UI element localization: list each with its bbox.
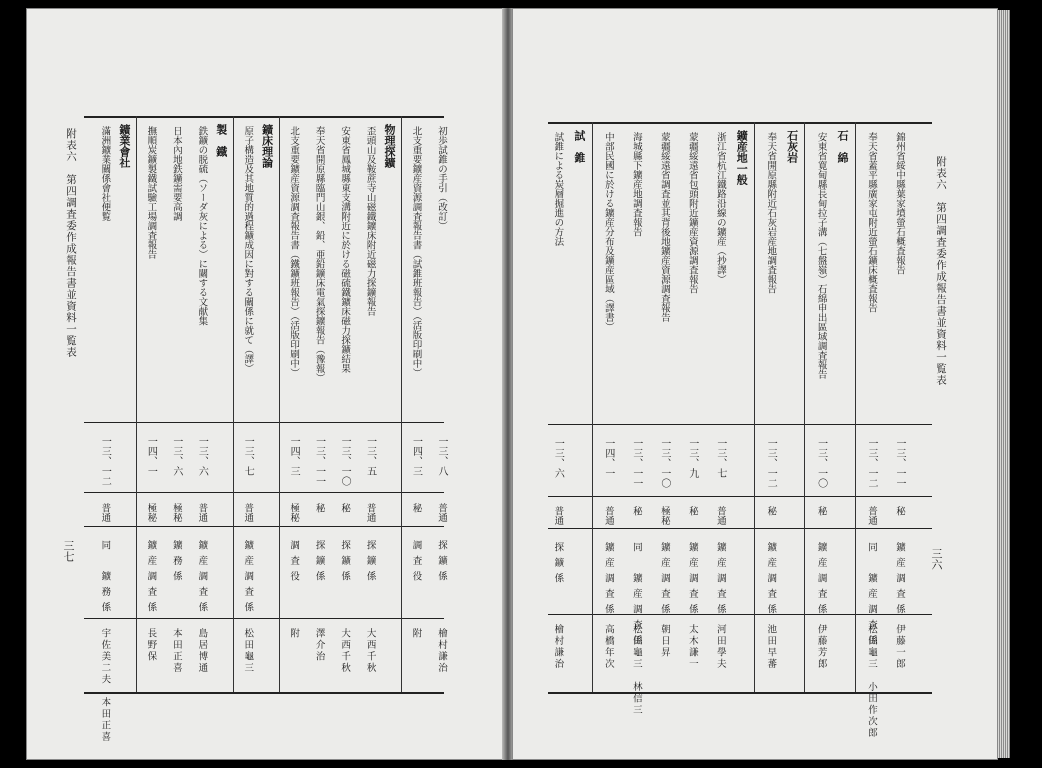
section-divider (279, 116, 280, 692)
author: 檜村謙治 (552, 624, 564, 670)
table-top-rule (548, 122, 932, 124)
table-top-rule (84, 116, 444, 118)
report-title: 安東省寛甸縣長甸拉子溝（七盤嶺）石綿申出區域調査報告 (815, 132, 827, 379)
report-title: 鉄鑛の脱硫（ソーダ灰による）に關する文献集 (196, 126, 208, 326)
author: 伊藤芳郎 (815, 624, 827, 670)
column-separator (548, 424, 932, 425)
department: 探鑛係 (313, 540, 325, 587)
department: 鑛産調査係 (658, 542, 670, 620)
report-title: 日本內地鉄鑛需要高調 (170, 126, 182, 221)
author: 附 (288, 628, 300, 640)
author: 本田正喜 (170, 628, 182, 674)
security-grade: 普通 (866, 506, 877, 525)
report-number: 一三、一二 (866, 438, 877, 488)
report-number: 一三、一一 (894, 438, 905, 488)
author: 松田龜三 林信三 (630, 624, 642, 716)
security-grade: 秘 (765, 506, 777, 516)
department: 鑛産調査係 (145, 540, 157, 618)
section-divider (233, 116, 234, 692)
security-grade: 普通 (552, 506, 564, 525)
department: 鑛務係 (170, 540, 182, 587)
section-divider (754, 122, 755, 692)
security-grade: 秘 (815, 506, 827, 516)
author: 檜村謙治 (436, 628, 447, 674)
column-separator (84, 618, 444, 619)
department: 探鑛係 (339, 540, 351, 587)
security-grade: 秘 (630, 506, 642, 516)
department: 同 鑛産調査係 (630, 542, 642, 651)
department: 同 鑛産調査係 (866, 542, 877, 651)
security-grade: 普通 (99, 503, 111, 522)
department: 調査役 (410, 540, 422, 587)
department: 探鑛係 (436, 540, 447, 587)
report-number: 一三、一一 (313, 436, 325, 486)
author: 高橋年次 (602, 624, 614, 670)
department: 鑛産調査係 (686, 542, 698, 620)
author: 大西千秋 (339, 628, 351, 674)
author: 島居博通 (196, 628, 208, 674)
section-divider (804, 122, 805, 692)
report-title: 北支重要鑛産資源調査報告書（試錐班報告）（活版印刷中） (410, 126, 422, 378)
department: 鑛産調査係 (894, 542, 905, 620)
department: 鑛産調査係 (242, 540, 254, 618)
report-title: 歪頭山及鞍蔗寺山磁鐵鑛床附近磁力探鑛報告 (364, 126, 376, 316)
section-heading: 鑛業會社 (117, 124, 131, 168)
report-title: 滿洲鑛業關係會社便覧 (99, 126, 111, 221)
right-page (512, 8, 998, 760)
security-grade: 普通 (196, 503, 208, 522)
report-number: 一四、三 (288, 436, 300, 476)
department: 鑛産調査係 (602, 542, 614, 620)
department: 探鑛係 (364, 540, 376, 587)
department: 調査役 (288, 540, 300, 587)
security-grade: 普通 (242, 503, 254, 522)
report-title: 安東省鳳城縣東支溝附近に於ける磁硫鐵鑛床磁力探鑛結果 (339, 126, 351, 373)
section-heading: 製 鐵 (214, 124, 228, 157)
report-title: 試錐による炭層掘進の方法 (552, 132, 564, 246)
author: 池田早蕃 (765, 624, 777, 670)
report-number: 一三、六 (170, 436, 182, 476)
report-number: 一三、一二 (99, 436, 111, 486)
section-heading: 試 錐 (572, 130, 586, 163)
security-grade: 普通 (714, 506, 726, 525)
report-number: 一四、一 (145, 436, 157, 476)
author: 大西千秋 (364, 628, 376, 674)
department: 鑛産調査係 (714, 542, 726, 620)
report-title: 撫順炭鑛製鐵試驗工場調査報告 (145, 126, 157, 259)
report-title: 北支重要鑛産資源調査報告書（鐵鑛班報告）（活版印刷中） (288, 126, 300, 378)
report-title: 錦州省綏中縣葉家墳螢石概査報告 (894, 132, 905, 275)
security-grade: 秘 (410, 503, 422, 513)
section-heading: 石 綿 (836, 130, 849, 163)
department: 鑛産調査係 (196, 540, 208, 618)
page-edges (998, 10, 1010, 758)
report-number: 一四、三 (410, 436, 422, 476)
report-title: 初歩試錐の手引（改訂） (436, 126, 447, 231)
author: 長野保 (145, 628, 157, 663)
report-title: 奉天省蓋平縣廣家屯附近螢石鑛床概査報告 (866, 132, 877, 313)
section-divider (136, 116, 137, 692)
security-grade: 普通 (602, 506, 614, 525)
report-number: 一三、一〇 (658, 438, 670, 488)
column-separator (548, 528, 932, 529)
security-grade: 極秘 (145, 503, 157, 522)
section-divider (855, 122, 856, 692)
section-divider (592, 122, 593, 692)
report-number: 一三、六 (552, 438, 564, 478)
author: 太木謙一 (686, 624, 698, 670)
report-number: 一三、六 (196, 436, 208, 476)
table-bottom-rule (84, 692, 444, 694)
author: 宇佐美二夫 本田正喜 (99, 628, 111, 743)
report-number: 一三、一〇 (339, 436, 351, 486)
report-title: 奉天省開原縣附近石灰岩産地調査報告 (765, 132, 777, 294)
security-grade: 極秘 (170, 503, 182, 522)
column-separator (84, 422, 444, 423)
department: 鑛産調査係 (765, 542, 777, 620)
column-separator (84, 526, 444, 527)
security-grade: 秘 (686, 506, 698, 516)
security-grade: 普通 (364, 503, 376, 522)
security-grade: 普通 (436, 503, 447, 522)
author: 松田龜三 小田作次郎 (866, 624, 877, 739)
report-number: 一三、九 (686, 438, 698, 478)
department: 探鑛係 (552, 542, 564, 589)
report-number: 一三、一〇 (815, 438, 827, 488)
author: 河田學夫 (714, 624, 726, 670)
author: 附 (410, 628, 422, 640)
report-title: 奉天省開原縣臨門山銀、鉛、亜鉛鑛床電氣探鑛報告（豫報） (313, 126, 325, 383)
author: 澤介治 (313, 628, 325, 663)
column-separator (548, 496, 932, 497)
page-number: 三七 (62, 540, 75, 562)
report-title: 浙江省杭江鐵路沿線の鑛産（抄譯） (714, 132, 726, 284)
report-title: 海城縣下鑛産地調査報告 (630, 132, 642, 237)
security-grade: 秘 (313, 503, 325, 513)
author: 伊藤一郎 (894, 624, 905, 670)
section-divider (401, 116, 402, 692)
report-number: 一三、八 (436, 436, 447, 476)
section-heading: 鑛床理論 (260, 124, 274, 168)
report-number: 一三、七 (714, 438, 726, 478)
report-number: 一三、一二 (765, 438, 777, 488)
report-title: 原子構造及其地質的過程鑛成因に對する關係に就て（譯） (242, 126, 254, 373)
security-grade: 極秘 (288, 503, 300, 522)
running-title: 附表六 第四調査委作成報告書並資料一覧表 (935, 156, 947, 386)
report-number: 一三、一一 (630, 438, 642, 488)
security-grade: 秘 (339, 503, 351, 513)
running-title: 附表六 第四調査委作成報告書並資料一覧表 (65, 128, 77, 358)
author: 松田龜三 (242, 628, 254, 674)
security-grade: 秘 (894, 506, 905, 516)
report-title: 蒙疆綏遠省包頭附近鑛産資源調査報告 (686, 132, 698, 294)
section-heading: 石灰岩 (785, 130, 799, 163)
report-title: 中部民國に於ける鑛産分布及鑛産區域（譯書） (602, 132, 614, 332)
author: 朝日昇 (658, 624, 670, 659)
department: 鑛産調査係 (815, 542, 827, 620)
report-title: 蒙疆綏遠省調査並其背後地鑛産資源調査報告 (658, 132, 670, 322)
section-heading: 鑛産地一般 (735, 130, 749, 185)
report-number: 一四、一 (602, 438, 614, 478)
department: 同 鑛務係 (99, 540, 111, 618)
page-number: 三六 (930, 548, 943, 570)
left-page (26, 8, 504, 760)
column-separator (84, 492, 444, 493)
report-number: 一三、七 (242, 436, 254, 476)
report-number: 一三、五 (364, 436, 376, 476)
section-heading: 物理探鑛 (383, 124, 396, 168)
security-grade: 極秘 (658, 506, 670, 525)
